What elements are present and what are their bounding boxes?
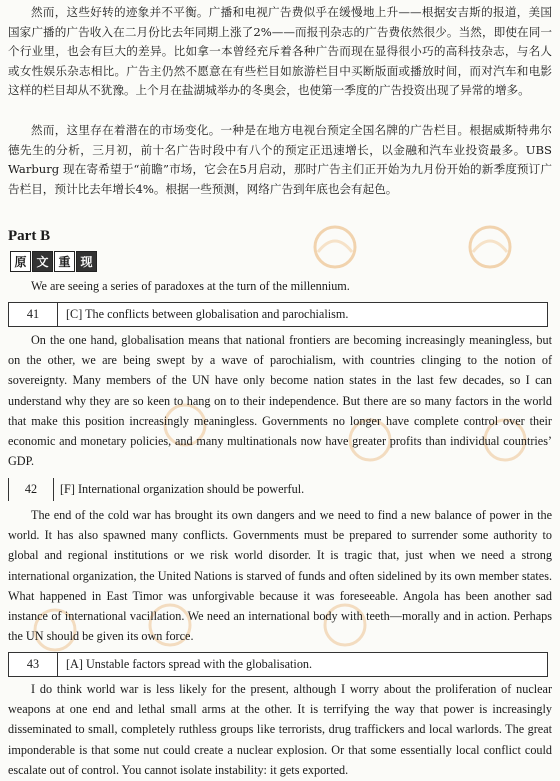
section-paragraph-42: The end of the cold war has brought its own dangers and we need to find a new balance of power in the world. It has also spawned many conflicts. Governments must be prepared to surrender some authority to global and regional institutions or we risk world disorder. It is tragic that, just when we need a strong international organization, the United Nations is starved of funds and often sidelined by its own member states. What happened in East Timor was unforgivable because it was foreseeable. Angola has been another sad instance of international vacillation. We need an international body with teeth—morally and in action. Perhaps the UN should be given its own force. [8,508,552,644]
watermark-logo [300,222,370,272]
section-heading-43 [8,652,548,677]
section-number: 42 [24,482,38,496]
section-heading-text: [C] The conflicts between globalisation and parochialism. [66,307,349,321]
chinese-paragraph-1: 然而，这些好转的迹象并不平衡。广播和电视广告费似乎在缓慢地上升——根据安吉斯的报道，美国国家广播的广告收入在二月份比去年同期上涨了2%——而报刊杂志的广告费依然很少。当然，即使在同一个行业里，也会有巨大的差异。比如拿一本曾经充斥着各种广告而现在显得很小巧的高科技杂志，与名人或女性娱乐杂志相比。广告主仍然不愿意在有些栏目如旅游栏目中买断版面或播放时间，而对汽车和电影这样的栏目却从不犹豫。上个月在盐湖城举办的冬奥会，也使第一季度的广告投资出现了异常的增多。 [8,5,552,97]
section-heading-42 [8,478,546,501]
tag-char: 原 [10,251,31,272]
tag-char: 现 [76,251,97,272]
part-b-heading: Part B [8,228,51,244]
section-heading-text: [A] Unstable factors spread with the globalisation. [66,657,313,671]
original-text-tag [10,251,97,272]
section-number: 41 [9,303,58,326]
section-heading-text: [F] International organization should be powerful. [60,482,305,496]
tag-char: 文 [32,251,53,272]
chinese-paragraph-2: 然而，这里存在着潜在的市场变化。一种是在地方电视台预定全国名牌的广告栏目。根据威斯特弗尔德先生的分析，三月初，前十名广告时段中有八个的预定正迅速增长，以金融和汽车业投资最多。UBS Warburg 现在寄希望于“前瞻”市场，它会在5月启动，那时广告主们正开始为九月份开始的新季度预订广告栏目，预计比去年增长4%。根据一些预测，网络广告到年底也会有起色。 [8,123,552,196]
section-heading-41 [8,302,548,327]
intro-sentence: We are seeing a series of paradoxes at the turn of the millennium. [31,279,350,293]
section-paragraph-43: I do think world war is less likely for the present, although I worry about the proliferation of nuclear weapons at one end and lethal small arms at the other. It is terrifying the way that power is increasingly disseminated to small, completely ruthless groups like terrorists, drug traffickers and local warlords. The great imponderable is that some nut could create a nuclear explosion. Or that some essentially local conflict could escalate out of control. You cannot isolate instability: it gets exported. [8,682,552,777]
section-paragraph-41: On the one hand, globalisation means that national frontiers are becoming increasingly meaningless, but on the other, we are being swept by a wave of parochialism, with countries clinging to the notion of sovereignty. Many members of the UN have only become nation states in the last few decades, so I can understand why they are so keen to hang on to their independence. But there are so many factors in the world that make this position increasingly meaningless. Governments no longer have complete control over their economic and monetary policies, and many multinationals now have greater profits than individual countries’ GDP. [8,333,552,469]
section-number: 43 [9,653,58,676]
watermark-logo [455,222,525,272]
tag-char: 重 [54,251,75,272]
